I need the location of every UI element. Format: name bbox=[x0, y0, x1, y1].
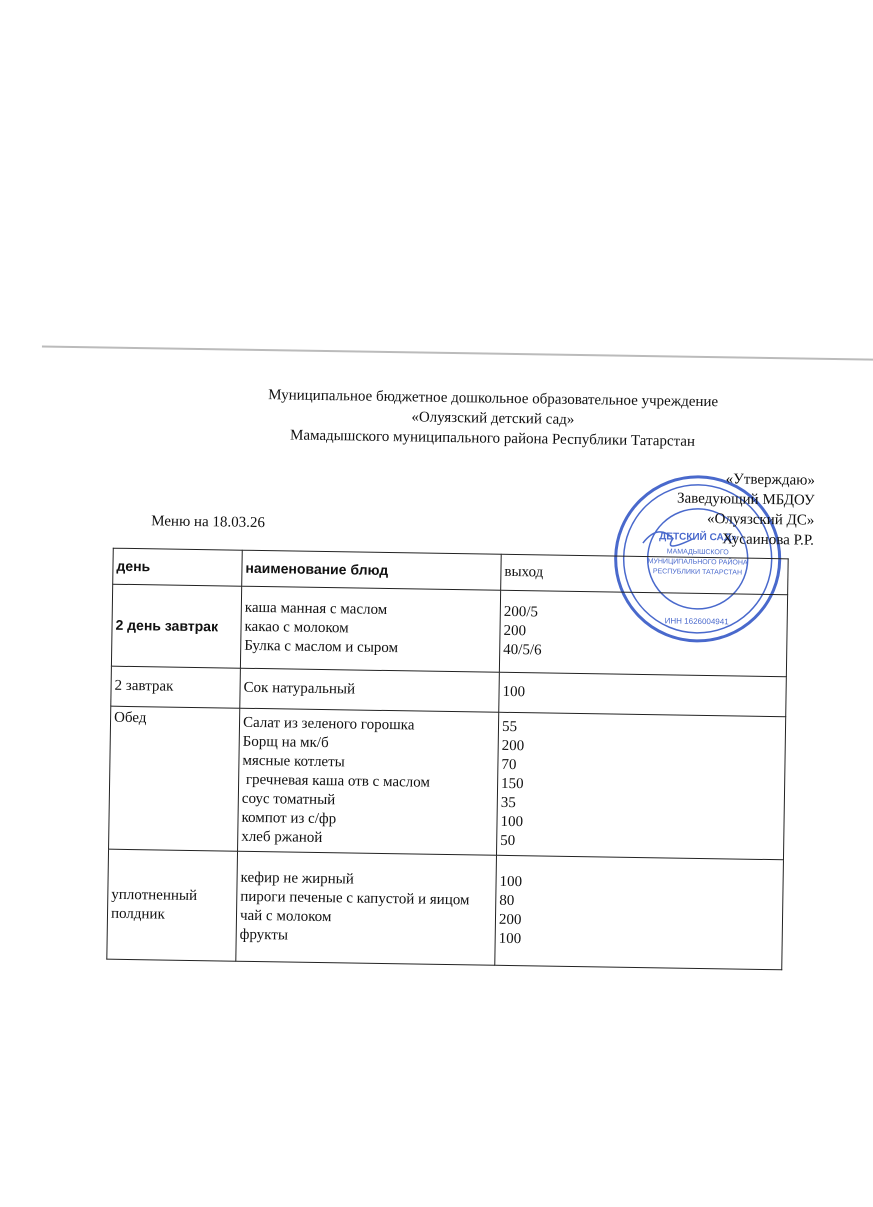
outputs-cell bbox=[496, 712, 785, 859]
menu-table bbox=[106, 548, 788, 971]
dish-item: чай с молоком bbox=[239, 907, 332, 925]
output-item: 50 bbox=[500, 832, 516, 849]
output-item: 100 bbox=[502, 683, 526, 701]
output-item: 80 bbox=[499, 892, 515, 909]
menu-date: Меню на 18.03.26 bbox=[151, 513, 266, 532]
svg-text:МАМАДЫШСКОГО: МАМАДЫШСКОГО bbox=[666, 548, 729, 557]
outputs-cell bbox=[499, 590, 787, 676]
outputs-cell bbox=[495, 855, 784, 969]
output-item: 200 bbox=[498, 911, 522, 928]
dish-item: гречневая каша отв с маслом bbox=[242, 771, 431, 791]
output-item: 40/5/6 bbox=[503, 641, 542, 659]
dishes-cell bbox=[240, 668, 500, 712]
dish-item: компот из с/фр bbox=[241, 809, 337, 827]
output-item: 200 bbox=[503, 622, 527, 640]
output-item: 100 bbox=[499, 873, 523, 890]
scan-edge bbox=[42, 346, 873, 362]
dish-item: каша манная с маслом bbox=[244, 599, 388, 619]
approval-line-2: Заведующий МБДОУ bbox=[676, 490, 815, 509]
header-day: день bbox=[113, 548, 243, 586]
approval-signatory: Хусаинова Р.Р. bbox=[722, 531, 815, 549]
dishes-cell bbox=[240, 586, 500, 672]
header-dish: наименование блюд bbox=[242, 550, 502, 590]
output-item: 200 bbox=[501, 737, 525, 754]
svg-text:ДЕТСКИЙ САД»: ДЕТСКИЙ САД» bbox=[659, 531, 737, 544]
dish-item: кефир не жирный bbox=[240, 869, 354, 888]
approval-line-1: «Утверждаю» bbox=[725, 471, 816, 489]
dish-item: соус томатный bbox=[241, 790, 336, 808]
output-item: 100 bbox=[500, 813, 524, 830]
output-item: 70 bbox=[501, 756, 517, 773]
dish-item: Борщ на мк/б bbox=[242, 733, 329, 751]
svg-text:ИНН 1626004941: ИНН 1626004941 bbox=[664, 616, 729, 627]
dishes-cell bbox=[236, 851, 497, 965]
dish-item: Сок натуральный bbox=[243, 679, 356, 698]
approval-line-3: «Олуязский ДС» bbox=[706, 511, 815, 529]
dish-item: мясные котлеты bbox=[242, 752, 345, 770]
meal-cell: 2 завтрак bbox=[111, 666, 241, 708]
table-row bbox=[107, 849, 784, 970]
table-row bbox=[109, 706, 786, 860]
header-line-3: Мамадышского муниципального района Республики Татарстан bbox=[289, 427, 696, 450]
outputs-cell bbox=[499, 672, 787, 717]
dish-item: пироги печеные с капустой и яицом bbox=[240, 888, 470, 908]
dish-item: Булка с маслом и сыром bbox=[244, 637, 399, 657]
header-output: выход bbox=[501, 554, 789, 595]
output-item: 150 bbox=[501, 775, 524, 792]
svg-text:РЕСПУБЛИКИ ТАТАРСТАН: РЕСПУБЛИКИ ТАТАРСТАН bbox=[652, 568, 743, 577]
meal-cell: 2 день завтрак bbox=[111, 584, 241, 668]
meal-cell: уплотненный полдник bbox=[107, 849, 238, 961]
header-line-1: Муниципальное бюджетное дошкольное образовательное учреждение bbox=[268, 387, 719, 411]
meal-cell: Обед bbox=[109, 706, 240, 851]
header-line-2: «Олуязский детский сад» bbox=[411, 409, 575, 428]
output-item: 55 bbox=[501, 718, 518, 735]
dish-item: Салат из зеленого горошка bbox=[242, 714, 415, 733]
dishes-cell bbox=[238, 708, 499, 855]
svg-text:МУНИЦИПАЛЬНОГО РАЙОНА: МУНИЦИПАЛЬНОГО РАЙОНА bbox=[647, 558, 748, 567]
dish-item: какао с молоком bbox=[244, 618, 349, 637]
output-item: 100 bbox=[498, 930, 522, 947]
dish-item: фрукты bbox=[239, 926, 289, 943]
output-item: 35 bbox=[500, 794, 516, 811]
table-row bbox=[111, 584, 787, 677]
dish-item: хлеб ржаной bbox=[241, 828, 323, 846]
output-item: 200/5 bbox=[503, 603, 539, 621]
